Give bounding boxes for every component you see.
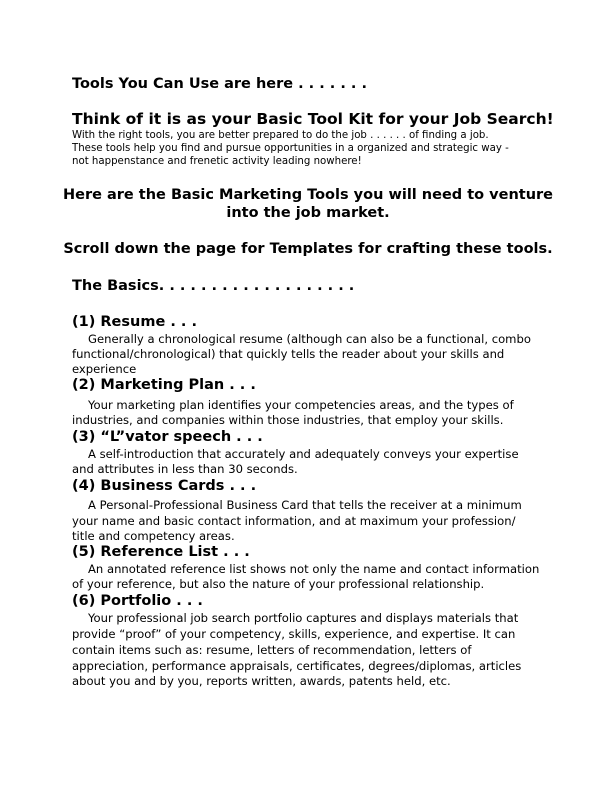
- tools-line: Tools You Can Use are here . . . . . . .: [72, 76, 367, 92]
- toolkit-line-2: These tools help you find and pursue opportunities in a organized and strategic way -: [72, 143, 509, 154]
- resume-title: (1) Resume . . .: [72, 314, 197, 330]
- marketing-plan-line-1: Your marketing plan identifies your competencies areas, and the types of: [88, 398, 514, 412]
- marketing-heading-line-2: into the job market.: [226, 205, 390, 221]
- marketing-plan-line-2: industries, and companies within those industries, that employ your skills.: [72, 413, 504, 427]
- business-cards-title: (4) Business Cards . . .: [72, 478, 257, 494]
- reference-list-title: (5) Reference List . . .: [72, 544, 250, 560]
- toolkit-line-1: With the right tools, you are better prepared to do the job . . . . . . of finding a job.: [72, 130, 489, 141]
- lvator-speech-line-1: A self-introduction that accurately and adequately conveys your expertise: [88, 447, 519, 461]
- portfolio-line-3: contain items such as: resume, letters of recommendation, letters of: [72, 643, 472, 657]
- portfolio-title: (6) Portfolio . . .: [72, 593, 203, 609]
- business-cards-line-3: title and competency areas.: [72, 529, 235, 543]
- resume-line-3: experience: [72, 362, 137, 376]
- reference-list-line-1: An annotated reference list shows not only the name and contact information: [88, 562, 540, 576]
- resume-line-2: functional/chronological) that quickly tells the reader about your skills and: [72, 347, 505, 361]
- reference-list-line-2: of your reference, but also the nature of your professional relationship.: [72, 577, 485, 591]
- toolkit-line-3: not happenstance and frenetic activity leading nowhere!: [72, 156, 362, 167]
- scroll-heading: Scroll down the page for Templates for crafting these tools.: [63, 241, 553, 257]
- portfolio-line-4: appreciation, performance appraisals, certificates, degrees/diplomas, articles: [72, 659, 522, 673]
- portfolio-line-1: Your professional job search portfolio captures and displays materials that: [88, 611, 519, 625]
- portfolio-line-5: about you and by you, reports written, awards, patents held, etc.: [72, 674, 451, 688]
- business-cards-line-1: A Personal-Professional Business Card that tells the receiver at a minimum: [88, 498, 522, 512]
- lvator-speech-line-2: and attributes in less than 30 seconds.: [72, 462, 298, 476]
- marketing-heading-line-1: Here are the Basic Marketing Tools you will need to venture: [62, 187, 554, 203]
- resume-line-1: Generally a chronological resume (although can also be a functional, combo: [88, 332, 531, 346]
- toolkit-heading: Think of it is as your Basic Tool Kit for your Job Search!: [72, 110, 554, 128]
- portfolio-line-2: provide “proof” of your competency, skills, experience, and expertise. It can: [72, 627, 516, 641]
- lvator-speech-title: (3) “L”vator speech . . .: [72, 429, 263, 445]
- business-cards-line-2: your name and basic contact information, and at maximum your profession/: [72, 514, 516, 528]
- basics-heading: The Basics. . . . . . . . . . . . . . . . . . .: [72, 278, 355, 294]
- marketing-plan-title: (2) Marketing Plan . . .: [72, 377, 256, 393]
